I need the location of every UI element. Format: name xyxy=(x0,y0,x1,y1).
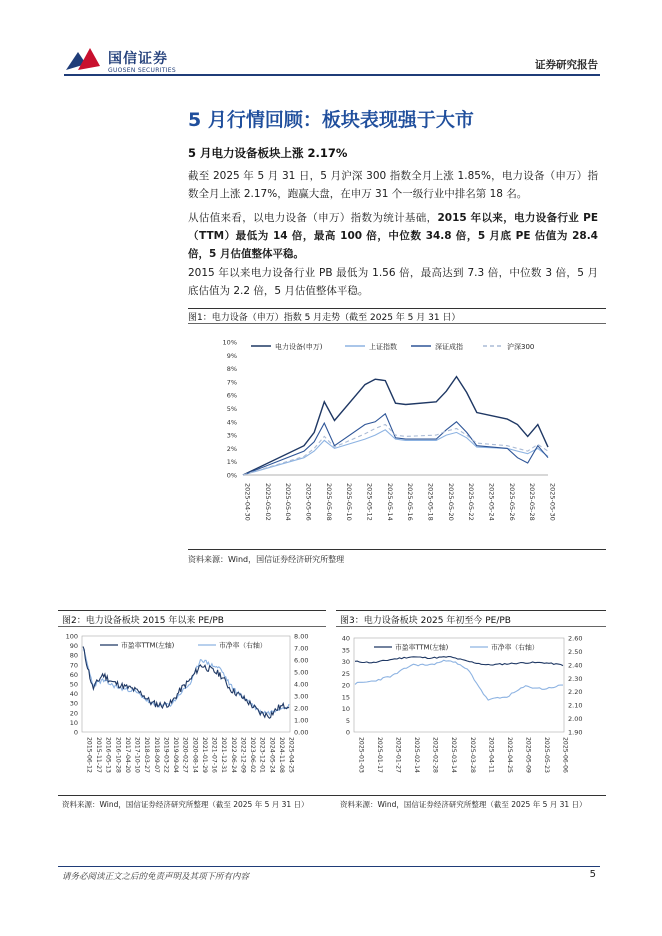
x-tick-label: 2025-05-30 xyxy=(548,483,557,521)
figure2-cap-rule xyxy=(58,626,326,627)
y-left-tick-label: 90 xyxy=(69,642,78,651)
x-tick-label: 2016-05-13 xyxy=(104,737,112,773)
series-line-4 xyxy=(243,425,548,476)
figure2-chart xyxy=(58,630,326,794)
y-right-tick-label: 2.10 xyxy=(568,701,583,710)
y-tick-label: 1% xyxy=(226,458,237,467)
x-tick-label: 2025-03-14 xyxy=(450,737,458,773)
x-tick-label: 2021-01-29 xyxy=(200,737,208,773)
plot-frame xyxy=(354,638,564,732)
x-tick-label: 2025-04-25 xyxy=(505,737,513,773)
x-tick-label: 2025-02-28 xyxy=(431,737,439,773)
x-tick-label: 2017-04-20 xyxy=(123,737,131,773)
section-title: 5 月行情回顾：板块表现强于大市 xyxy=(188,109,474,131)
x-tick-label: 2025-05-20 xyxy=(446,483,455,521)
y-tick-label: 7% xyxy=(226,378,237,387)
report-type: 证券研究报告 xyxy=(535,59,598,71)
y-right-tick-label: 2.30 xyxy=(568,674,583,683)
y-left-tick-label: 15 xyxy=(341,693,350,702)
y-right-tick-label: 2.40 xyxy=(568,661,583,670)
x-tick-label: 2023-12-01 xyxy=(258,737,266,773)
x-tick-label: 2019-09-04 xyxy=(172,737,180,773)
figure1-bottom-rule xyxy=(188,549,606,550)
y-right-tick-label: 4.00 xyxy=(294,680,309,689)
x-tick-label: 2025-05-06 xyxy=(304,483,313,521)
figure1-caption: 图1：电力设备（申万）指数 5 月走势（截至 2025 年 5 月 31 日） xyxy=(188,313,461,323)
y-tick-label: 3% xyxy=(226,431,237,440)
x-tick-label: 2025-06-06 xyxy=(561,737,569,773)
x-tick-label: 2025-05-02 xyxy=(263,483,272,521)
x-tick-label: 2025-02-14 xyxy=(413,737,421,773)
x-tick-label: 2025-05-18 xyxy=(426,483,435,521)
x-tick-label: 2020-02-27 xyxy=(181,737,189,773)
y-right-tick-label: 2.20 xyxy=(568,688,583,697)
y-right-tick-label: 2.00 xyxy=(294,704,309,713)
x-tick-label: 2025-04-25 xyxy=(287,737,295,773)
x-tick-label: 2025-03-28 xyxy=(468,737,476,773)
y-left-tick-label: 40 xyxy=(69,690,78,699)
subsection-title: 5 月电力设备板块上涨 2.17% xyxy=(188,146,348,160)
y-left-tick-label: 25 xyxy=(341,669,350,678)
figure1-source: 资料来源：Wind，国信证券经济研究所整理 xyxy=(188,555,345,564)
x-tick-label: 2025-01-27 xyxy=(394,737,402,773)
figures-bottom-rule xyxy=(58,795,606,796)
x-tick-label: 2025-05-08 xyxy=(324,483,333,521)
y-left-tick-label: 30 xyxy=(341,658,350,666)
footer-disclaimer: 请务必阅读正文之后的免责声明及其项下所有内容 xyxy=(62,872,250,882)
y-left-tick-label: 5 xyxy=(345,716,350,725)
paragraph-2-lead: 从估值来看，以电力设备（申万）指数为统计基础， xyxy=(188,212,438,224)
series-line-1 xyxy=(243,377,548,475)
y-left-tick-label: 30 xyxy=(69,699,78,708)
page-number: 5 xyxy=(589,869,596,880)
y-left-tick-label: 70 xyxy=(69,661,78,670)
y-right-tick-label: 2.50 xyxy=(568,647,583,656)
paragraph-1: 截至 2025 年 5 月 31 日，5 月沪深 300 指数全月上涨 1.85%，电力设备（申万）指数全月上涨 2.17%，跑赢大盘，在申万 31 个一级行业中排名第 18 名。 xyxy=(188,170,598,200)
y-right-tick-label: 8.00 xyxy=(294,632,309,641)
figure3-chart xyxy=(336,630,606,794)
legend-label-3: 深证成指 xyxy=(435,343,463,351)
y-tick-label: 6% xyxy=(226,391,237,400)
x-tick-label: 2025-04-30 xyxy=(243,483,252,521)
y-left-tick-label: 40 xyxy=(341,634,350,643)
y-left-tick-label: 80 xyxy=(69,651,78,660)
y-right-tick-label: 7.00 xyxy=(294,644,309,653)
y-left-tick-label: 10 xyxy=(341,705,350,713)
x-tick-label: 2025-05-28 xyxy=(528,483,537,521)
legend-label-4: 沪深300 xyxy=(507,343,535,351)
y-right-tick-label: 3.00 xyxy=(294,692,309,701)
header-divider xyxy=(64,74,600,76)
y-right-tick-label: 1.90 xyxy=(568,728,583,737)
y-right-tick-label: 5.00 xyxy=(294,668,309,677)
x-tick-label: 2024-05-24 xyxy=(268,737,276,773)
x-tick-label: 2022-12-09 xyxy=(239,737,247,773)
y-left-tick-label: 35 xyxy=(341,646,350,655)
x-tick-label: 2018-09-07 xyxy=(152,737,160,773)
y-left-tick-label: 60 xyxy=(69,670,78,679)
y-right-tick-label: 2.00 xyxy=(568,715,583,724)
figure2-top-rule xyxy=(58,610,326,611)
y-left-tick-label: 20 xyxy=(341,681,350,690)
legend-label-pe: 市盈率TTM(左轴) xyxy=(395,643,449,652)
series-line-pe xyxy=(83,647,289,719)
x-tick-label: 2024-11-08 xyxy=(277,737,285,773)
figure1-top-rule xyxy=(188,308,606,309)
x-tick-label: 2025-05-16 xyxy=(406,483,415,521)
paragraph-3: 2015 年以来电力设备行业 PB 最低为 1.56 倍，最高达到 7.3 倍，中位数 3 倍，5 月底估值为 2.2 倍，5 月估值整体平稳。 xyxy=(188,267,598,297)
x-tick-label: 2021-07-16 xyxy=(210,737,218,773)
legend-label-pb: 市净率（右轴） xyxy=(491,643,539,652)
figure2-source: 资料来源：Wind，国信证券经济研究所整理（截至 2025 年 5 月 31 日） xyxy=(62,800,309,809)
x-tick-label: 2025-05-14 xyxy=(385,483,394,521)
y-left-tick-label: 50 xyxy=(69,680,78,689)
figure3-caption: 图3：电力设备板块 2025 年初至今 PE/PB xyxy=(340,616,511,626)
x-tick-label: 2025-01-17 xyxy=(376,737,384,773)
y-left-tick-label: 0 xyxy=(73,728,78,737)
x-tick-label: 2025-01-03 xyxy=(357,737,365,773)
x-tick-label: 2015-06-12 xyxy=(85,737,93,773)
legend-label-pb: 市净率（右轴） xyxy=(219,641,267,650)
figure3-top-rule xyxy=(336,610,606,611)
y-tick-label: 8% xyxy=(226,365,237,374)
figure3-cap-rule xyxy=(336,626,606,627)
y-tick-label: 5% xyxy=(226,405,237,413)
x-tick-label: 2020-08-14 xyxy=(191,737,199,773)
y-tick-label: 4% xyxy=(226,418,237,427)
y-right-tick-label: 1.00 xyxy=(294,716,309,725)
x-tick-label: 2025-05-09 xyxy=(524,737,532,773)
x-tick-label: 2025-05-22 xyxy=(467,483,476,521)
x-tick-label: 2021-12-31 xyxy=(220,737,228,773)
legend-label-1: 电力设备(申万) xyxy=(275,343,323,351)
y-tick-label: 2% xyxy=(226,444,237,453)
y-left-tick-label: 100 xyxy=(65,632,78,641)
y-left-tick-label: 10 xyxy=(69,718,78,727)
y-left-tick-label: 0 xyxy=(345,728,350,737)
figure2-caption: 图2：电力设备板块 2015 年以来 PE/PB xyxy=(62,616,224,626)
legend-label-2: 上证指数 xyxy=(369,343,397,351)
x-tick-label: 2018-03-27 xyxy=(143,737,151,773)
x-tick-label: 2015-11-27 xyxy=(95,737,103,773)
y-tick-label: 0% xyxy=(226,471,237,480)
figure3-source: 资料来源：Wind，国信证券经济研究所整理（截至 2025 年 5 月 31 日） xyxy=(340,800,587,809)
y-tick-label: 10% xyxy=(222,338,237,347)
x-tick-label: 2025-05-04 xyxy=(284,483,293,521)
x-tick-label: 2025-05-10 xyxy=(345,483,354,521)
footer-divider xyxy=(58,866,600,867)
x-tick-label: 2016-10-28 xyxy=(114,737,122,773)
x-tick-label: 2017-10-10 xyxy=(133,737,141,773)
logo-mark-icon xyxy=(64,44,102,76)
x-tick-label: 2025-04-11 xyxy=(487,737,495,773)
y-right-tick-label: 6.00 xyxy=(294,656,309,665)
logo-en: GUOSEN SECURITIES xyxy=(108,67,177,74)
x-tick-label: 2022-06-24 xyxy=(229,737,237,773)
x-tick-label: 2025-05-26 xyxy=(507,483,516,521)
x-tick-label: 2025-05-24 xyxy=(487,483,496,521)
series-line-pb xyxy=(355,660,563,700)
x-tick-label: 2023-06-02 xyxy=(249,737,257,773)
x-tick-label: 2019-03-22 xyxy=(162,737,170,773)
series-line-3 xyxy=(243,414,548,475)
y-right-tick-label: 2.60 xyxy=(568,634,583,643)
figure1-chart xyxy=(188,330,606,548)
logo xyxy=(64,44,184,78)
x-tick-label: 2025-05-23 xyxy=(542,737,550,773)
y-tick-label: 9% xyxy=(226,351,237,360)
paragraph-2-bold: 2015 年以来，电力设备行业 PE（TTM）最低为 14 倍，最高 100 倍，中位数 34.8 倍，5 月底 PE 估值为 28.4 倍，5 月估值整体平稳。 xyxy=(188,212,599,260)
x-tick-label: 2025-05-12 xyxy=(365,483,374,521)
logo-cn: 国信证券 xyxy=(108,51,168,67)
legend-label-pe: 市盈率TTM(左轴) xyxy=(121,641,175,650)
paragraph-2 xyxy=(188,209,598,263)
y-right-tick-label: 0.00 xyxy=(294,728,309,737)
y-left-tick-label: 20 xyxy=(69,709,78,718)
figure1-cap-rule xyxy=(188,323,606,324)
